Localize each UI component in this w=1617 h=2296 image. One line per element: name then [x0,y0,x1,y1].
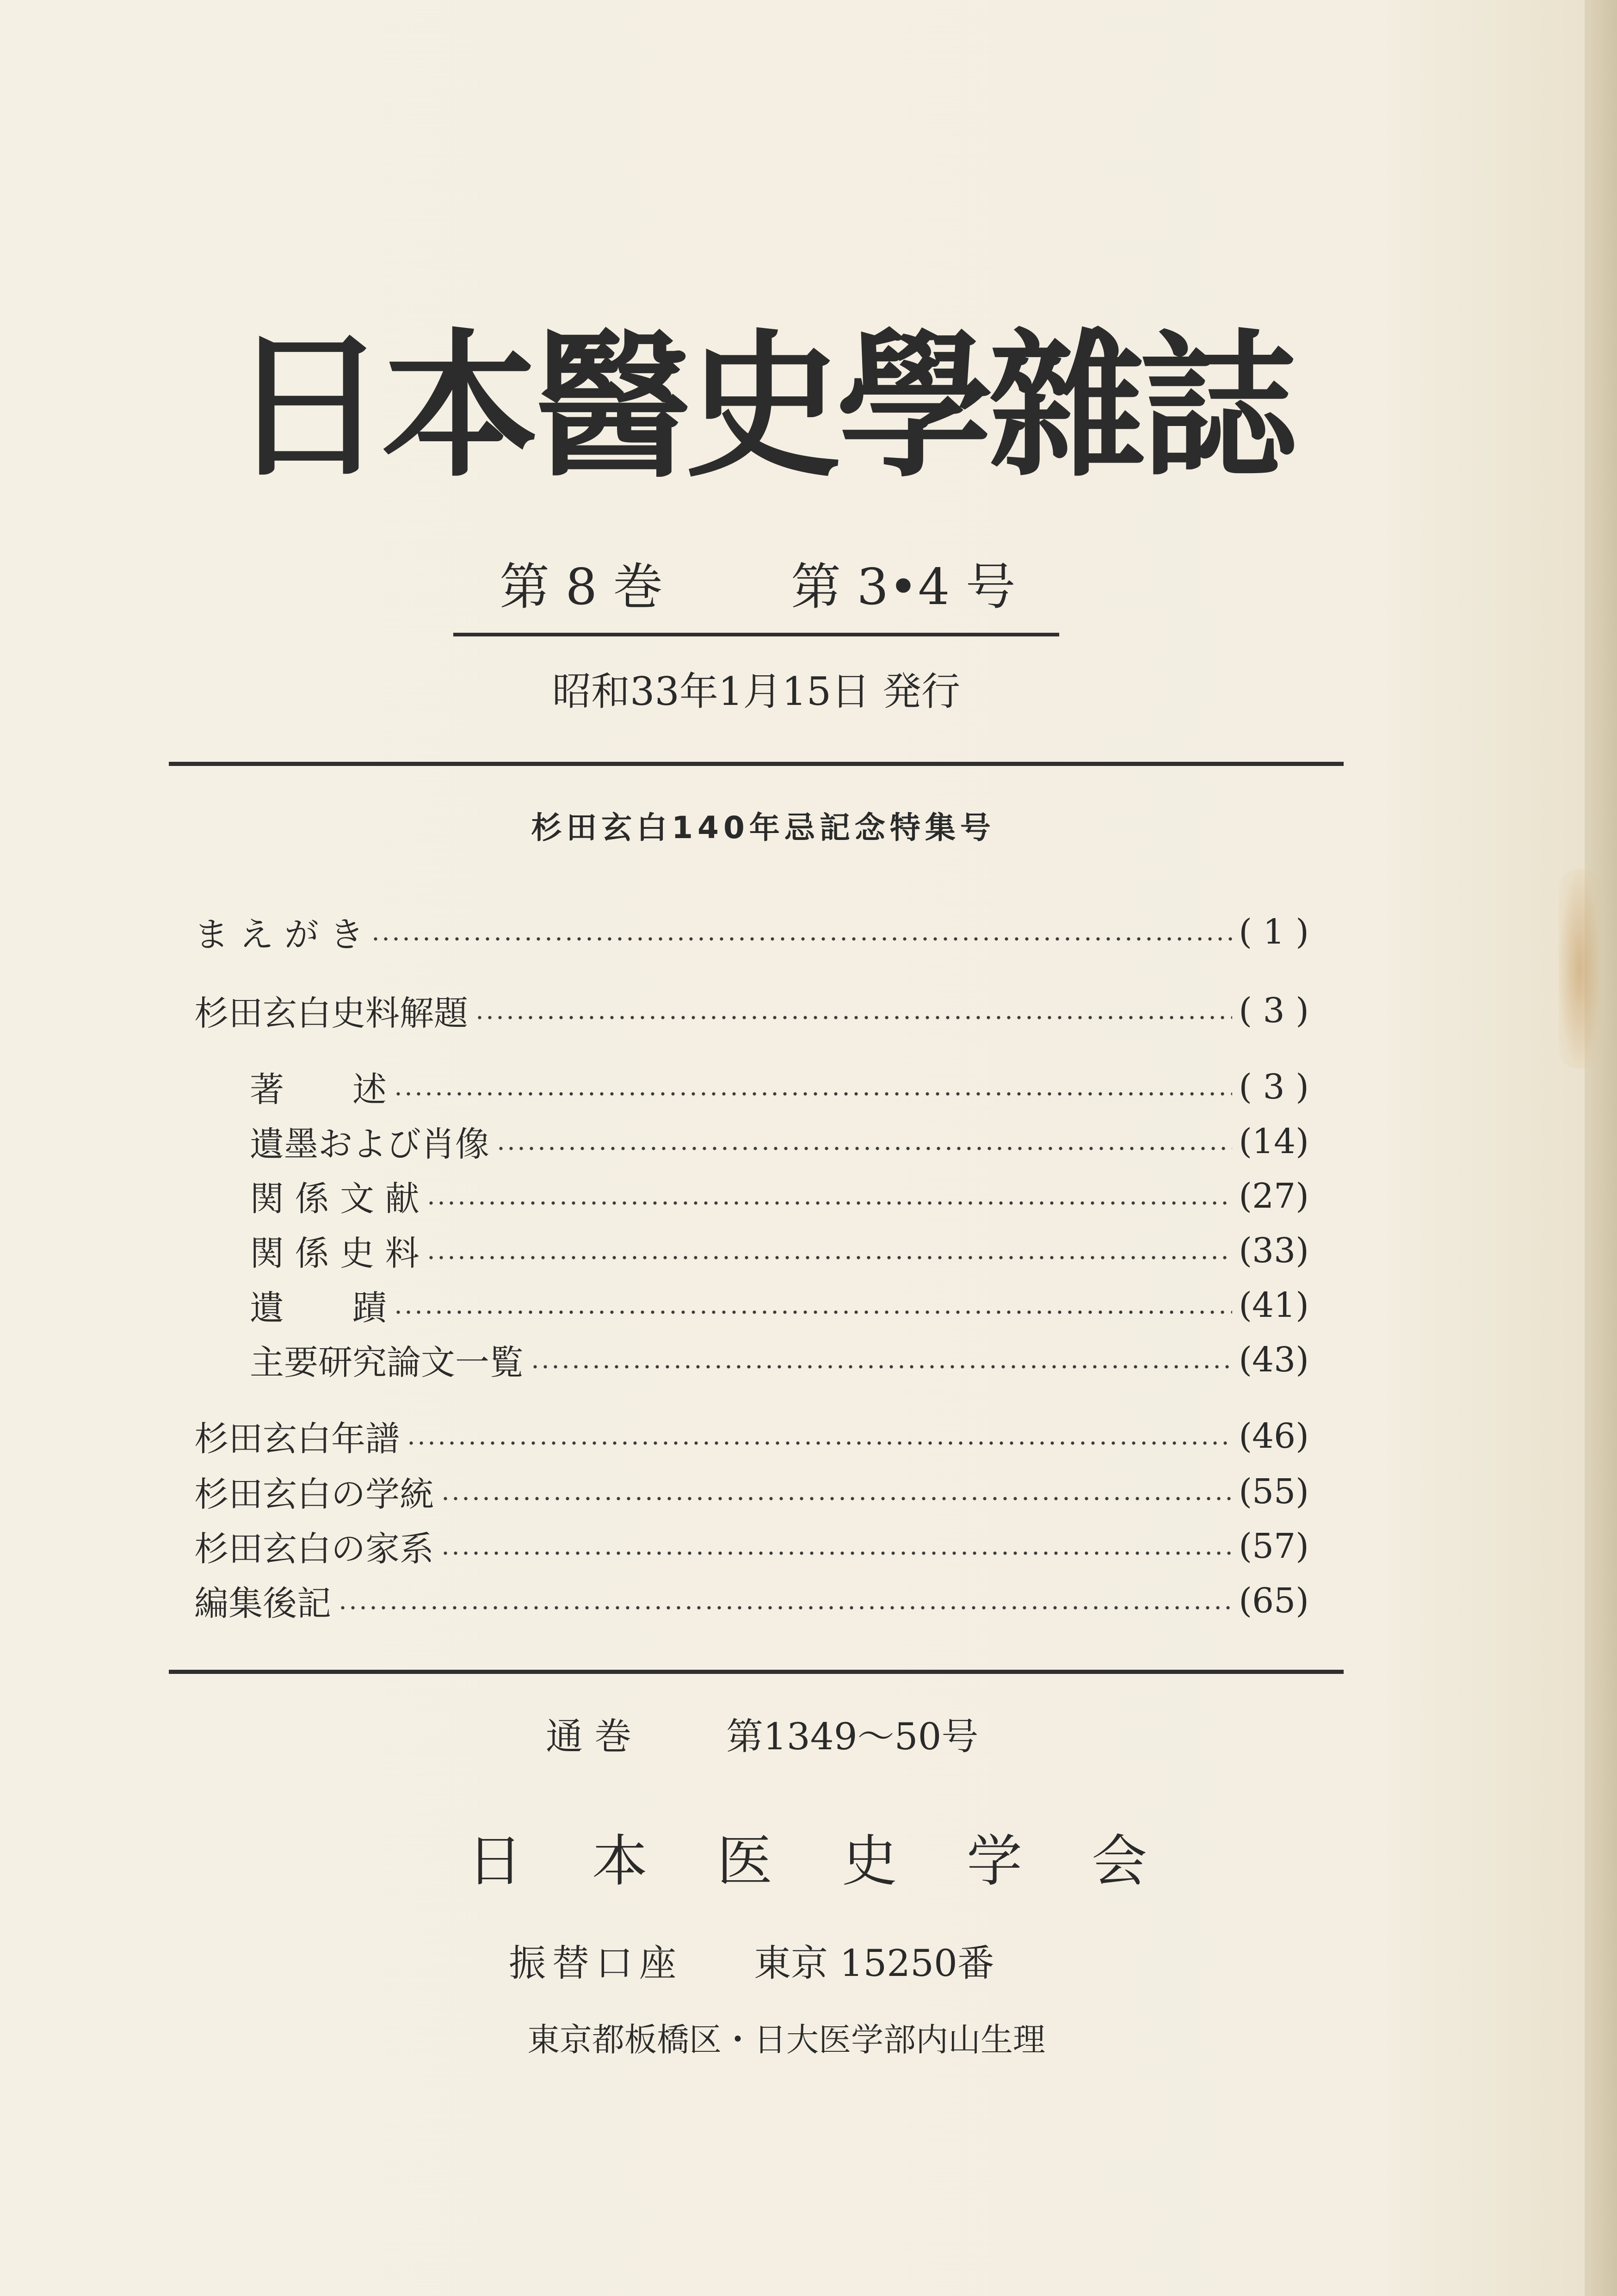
toc-entry-page: ( 3 ) [1239,1067,1309,1107]
toc-entry-page: (57) [1239,1526,1309,1566]
toc-subentry[interactable] [250,1280,1309,1331]
toc-subentry[interactable] [250,1225,1309,1276]
toc-entry-title: 著 述 [250,1070,387,1110]
toc-entry[interactable] [194,1411,1309,1462]
toc-subentry[interactable] [250,1062,1309,1112]
account-number: 東京 15250番 [754,1942,994,1985]
toc-entry[interactable] [194,1521,1309,1572]
transfer-account-line [500,1933,1078,1994]
toc-leader-dots [475,1014,1232,1021]
page-edge [1585,0,1617,2296]
toc-entry-title: 遺墨および肖像 [250,1124,489,1164]
toc-entry-page: (55) [1239,1472,1309,1512]
title-underline [453,633,1059,636]
toc-entry[interactable] [194,1466,1309,1517]
toc-subentry[interactable] [250,1116,1309,1167]
toc-entry-title: 杉田玄白の家系 [194,1529,434,1569]
issue-number: 第 3•4 号 [791,558,1016,616]
publisher-name: 日本医史学会 [467,1829,1216,1894]
toc-entry[interactable] [194,1575,1309,1626]
volume-number: 第 8 巻 [500,558,663,616]
toc-entry-page: (43) [1239,1340,1309,1380]
toc-entry[interactable] [194,985,1309,1036]
toc-leader-dots [440,1550,1232,1556]
toc-leader-dots [406,1440,1232,1446]
toc-entry-title: 杉田玄白の学統 [194,1475,434,1514]
toc-leader-dots [393,1091,1232,1097]
paper-stain [1559,870,1600,1068]
toc-subentry[interactable] [250,1171,1309,1222]
toc-leader-dots [440,1495,1232,1502]
toc-leader-dots [393,1309,1232,1315]
toc-entry-page: (33) [1239,1231,1309,1271]
toc-entry-page: ( 1 ) [1239,912,1309,952]
toc-entry-page: (14) [1239,1122,1309,1161]
cumulative-issue-line [546,1707,979,1767]
toc-leader-dots [426,1254,1233,1261]
volume-issue-line [463,553,1064,622]
toc-leader-dots [338,1605,1232,1611]
cumulative-label: 通 巻 [546,1715,632,1758]
cumulative-number: 第1349～50号 [726,1715,979,1758]
toc-top-rule [169,762,1344,766]
toc-entry-page: (27) [1239,1176,1309,1216]
toc-entry-title: 遺 蹟 [250,1288,387,1328]
toc-leader-dots [530,1364,1232,1370]
account-label: 振替口座 [509,1942,683,1985]
toc-entry-page: (65) [1239,1581,1309,1621]
toc-entry-page: (46) [1239,1416,1309,1456]
toc-leader-dots [370,936,1233,942]
publisher-address: 東京都板橋区・日大医学部内山生理 [527,2021,1045,2059]
toc-entry-title: 杉田玄白史料解題 [194,994,468,1033]
toc-entry-title: 編集後記 [194,1584,331,1623]
publication-date: 昭和33年1月15日 発行 [552,669,960,714]
toc-bottom-rule [169,1670,1344,1674]
journal-title: 日本醫史學雜誌 [230,315,1292,499]
toc-subentry[interactable] [250,1334,1309,1385]
toc-leader-dots [496,1145,1232,1152]
toc-entry-title: 杉田玄白年譜 [194,1419,400,1459]
toc-entry[interactable] [194,907,1309,957]
toc-entry-page: ( 3 ) [1239,991,1309,1031]
toc-leader-dots [426,1200,1233,1206]
toc-entry-title: 主要研究論文一覧 [250,1343,524,1383]
toc-entry-page: (41) [1239,1285,1309,1325]
toc-entry-title: ま え が き [194,915,364,955]
toc-entry-title: 関 係 史 料 [250,1234,420,1273]
special-issue-heading: 杉田玄白140年忌記念特集号 [531,810,995,846]
toc-entry-title: 関 係 文 献 [250,1179,420,1219]
